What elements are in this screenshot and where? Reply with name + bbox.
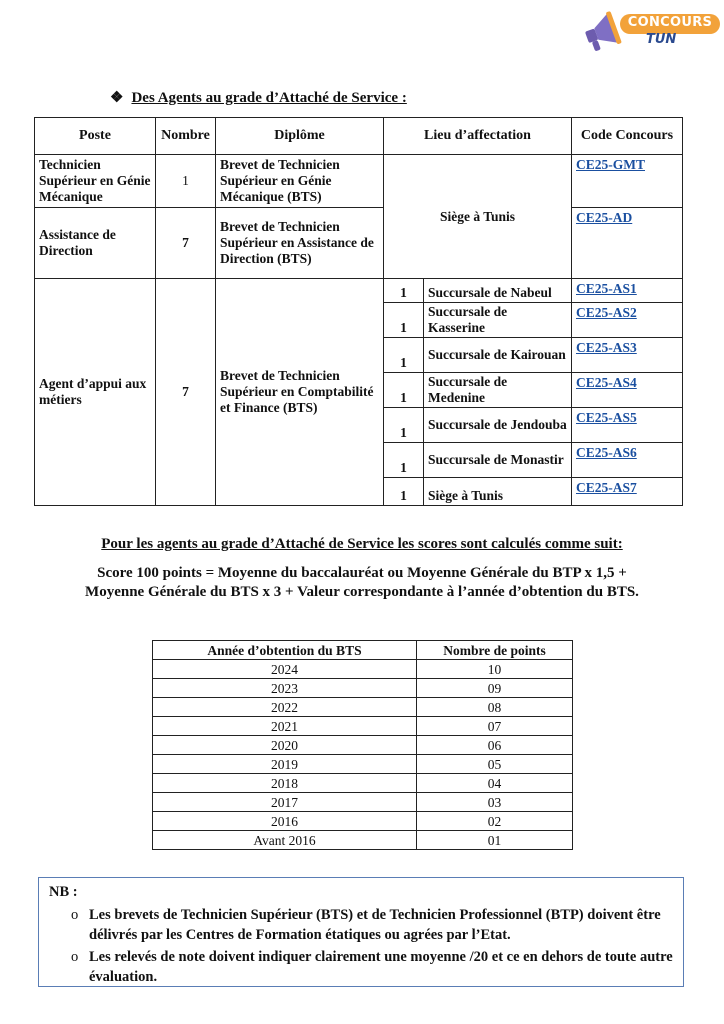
code-link[interactable]: CE25-GMT bbox=[576, 157, 645, 172]
diplome-cell: Brevet de Technicien Supérieur en Comptabilité et Finance (BTS) bbox=[216, 279, 384, 506]
poste-cell: Technicien Supérieur en Génie Mécanique bbox=[35, 155, 156, 208]
code-link[interactable]: CE25-AS3 bbox=[576, 340, 637, 355]
code-cell bbox=[572, 478, 683, 506]
table-row bbox=[153, 736, 573, 755]
annee-cell: 2020 bbox=[153, 736, 417, 755]
site-lieu-cell: Succursale de Medenine bbox=[424, 373, 572, 408]
annee-cell: 2019 bbox=[153, 755, 417, 774]
points-cell: 05 bbox=[417, 755, 573, 774]
table-row bbox=[153, 717, 573, 736]
header-poste: Poste bbox=[35, 118, 156, 155]
table-row bbox=[153, 679, 573, 698]
site-count-cell: 1 bbox=[384, 303, 424, 338]
nb-box bbox=[38, 877, 684, 987]
points-cell: 10 bbox=[417, 660, 573, 679]
site-count-cell: 1 bbox=[384, 338, 424, 373]
nombre-cell: 7 bbox=[156, 208, 216, 279]
table-row bbox=[153, 774, 573, 793]
code-cell bbox=[572, 408, 683, 443]
table-row bbox=[35, 208, 683, 279]
nb-list bbox=[49, 905, 673, 987]
table-row bbox=[153, 698, 573, 717]
annee-cell: 2016 bbox=[153, 812, 417, 831]
diamond-bullet-icon: ❖ bbox=[110, 90, 124, 106]
list-item bbox=[71, 947, 673, 987]
code-cell bbox=[572, 208, 683, 279]
header-code: Code Concours bbox=[572, 118, 683, 155]
table-header-row bbox=[35, 118, 683, 155]
annee-cell: 2023 bbox=[153, 679, 417, 698]
code-cell bbox=[572, 303, 683, 338]
points-cell: 09 bbox=[417, 679, 573, 698]
code-link[interactable]: CE25-AD bbox=[576, 210, 633, 225]
site-lieu-cell: Succursale de Kasserine bbox=[424, 303, 572, 338]
site-count-cell: 1 bbox=[384, 373, 424, 408]
annee-cell: 2022 bbox=[153, 698, 417, 717]
points-cell: 08 bbox=[417, 698, 573, 717]
site-lieu-cell: Succursale de Kairouan bbox=[424, 338, 572, 373]
concourstun-logo bbox=[582, 6, 722, 54]
section-title-text: Des Agents au grade d’Attaché de Service : bbox=[131, 90, 407, 106]
points-cell: 04 bbox=[417, 774, 573, 793]
list-item bbox=[71, 905, 673, 945]
nombre-cell: 7 bbox=[156, 279, 216, 506]
header-diplome: Diplôme bbox=[216, 118, 384, 155]
code-link[interactable]: CE25-AS7 bbox=[576, 480, 637, 495]
points-cell: 02 bbox=[417, 812, 573, 831]
poste-cell: Assistance de Direction bbox=[35, 208, 156, 279]
table-row bbox=[153, 660, 573, 679]
score-title bbox=[0, 536, 724, 553]
circle-bullet-icon: o bbox=[71, 907, 79, 923]
annee-cell: 2021 bbox=[153, 717, 417, 736]
logo-text-tun: TUN bbox=[646, 32, 677, 47]
positions-table bbox=[34, 117, 683, 506]
code-cell bbox=[572, 155, 683, 208]
header-points: Nombre de points bbox=[417, 641, 573, 660]
points-cell: 07 bbox=[417, 717, 573, 736]
site-count-cell: 1 bbox=[384, 408, 424, 443]
points-cell: 06 bbox=[417, 736, 573, 755]
site-lieu-cell: Succursale de Nabeul bbox=[424, 279, 572, 303]
circle-bullet-icon: o bbox=[71, 949, 79, 965]
diplome-cell: Brevet de Technicien Supérieur en Génie Mécanique (BTS) bbox=[216, 155, 384, 208]
megaphone-icon bbox=[582, 10, 622, 54]
annee-cell: 2018 bbox=[153, 774, 417, 793]
annee-cell: 2024 bbox=[153, 660, 417, 679]
header-nombre: Nombre bbox=[156, 118, 216, 155]
points-header-row bbox=[153, 641, 573, 660]
points-cell: 03 bbox=[417, 793, 573, 812]
header-lieu: Lieu d’affectation bbox=[384, 118, 572, 155]
code-link[interactable]: CE25-AS4 bbox=[576, 375, 637, 390]
site-lieu-cell: Siège à Tunis bbox=[424, 478, 572, 506]
code-link[interactable]: CE25-AS6 bbox=[576, 445, 637, 460]
logo-text-concours: CONCOURS bbox=[627, 15, 713, 30]
table-row bbox=[153, 831, 573, 850]
site-lieu-cell: Succursale de Monastir bbox=[424, 443, 572, 478]
code-link[interactable]: CE25-AS5 bbox=[576, 410, 637, 425]
points-table bbox=[152, 640, 573, 850]
header-annee: Année d’obtention du BTS bbox=[153, 641, 417, 660]
code-cell bbox=[572, 279, 683, 303]
nombre-cell: 1 bbox=[156, 155, 216, 208]
table-row bbox=[153, 793, 573, 812]
lieu-cell-siege: Siège à Tunis bbox=[384, 155, 572, 279]
code-cell bbox=[572, 373, 683, 408]
poste-cell: Agent d’appui aux métiers bbox=[35, 279, 156, 506]
points-cell: 01 bbox=[417, 831, 573, 850]
diplome-cell: Brevet de Technicien Supérieur en Assistance de Direction (BTS) bbox=[216, 208, 384, 279]
score-title-text: Pour les agents au grade d’Attaché de Service les scores sont calculés comme suit: bbox=[101, 536, 623, 552]
table-row bbox=[153, 812, 573, 831]
annee-cell: 2017 bbox=[153, 793, 417, 812]
code-link[interactable]: CE25-AS2 bbox=[576, 305, 637, 320]
nb-item-text: Les relevés de note doivent indiquer clairement une moyenne /20 et ce en dehors de toute autre évaluation. bbox=[89, 949, 673, 985]
site-count-cell: 1 bbox=[384, 443, 424, 478]
nb-title: NB : bbox=[49, 884, 78, 900]
nb-item-text: Les brevets de Technicien Supérieur (BTS) et de Technicien Professionnel (BTP) doivent être délivrés par les Centres de Formation étatiques ou agrées par l’Etat. bbox=[89, 907, 661, 943]
table-row bbox=[153, 755, 573, 774]
site-count-cell: 1 bbox=[384, 279, 424, 303]
site-lieu-cell: Succursale de Jendouba bbox=[424, 408, 572, 443]
table-row bbox=[35, 155, 683, 208]
score-formula: Score 100 points = Moyenne du baccalauréat ou Moyenne Générale du BTP x 1,5 + Moyenne Générale du BTS x 3 + Valeur correspondante à l’année d’obtention du BTS. bbox=[85, 565, 639, 600]
code-cell bbox=[572, 338, 683, 373]
table-row bbox=[35, 279, 683, 303]
code-cell bbox=[572, 443, 683, 478]
annee-cell: Avant 2016 bbox=[153, 831, 417, 850]
section-title bbox=[110, 88, 407, 107]
code-link[interactable]: CE25-AS1 bbox=[576, 281, 637, 296]
site-count-cell: 1 bbox=[384, 478, 424, 506]
